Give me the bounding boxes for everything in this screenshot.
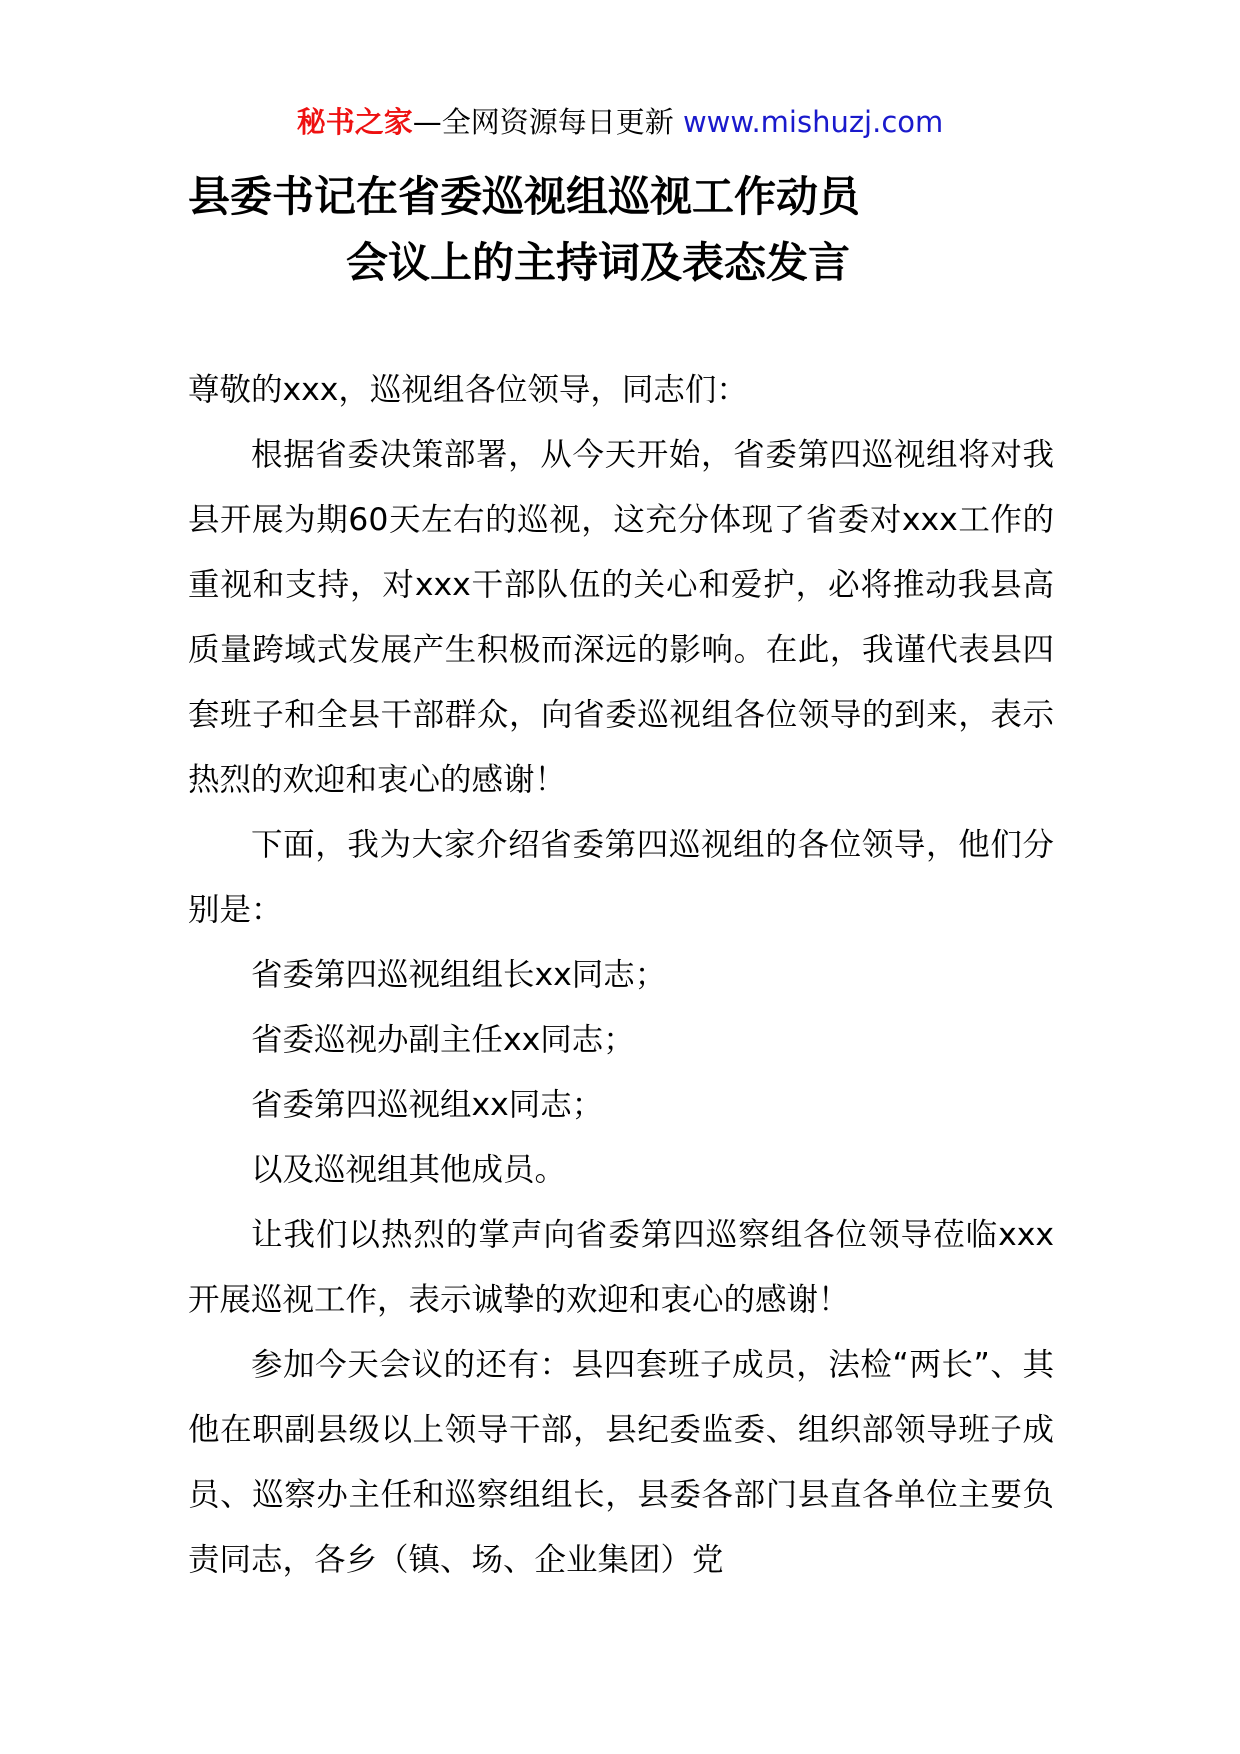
site-tagline: —全网资源每日更新 (412, 105, 683, 139)
list-item: 省委第四巡视组组长xx同志； (251, 957, 667, 993)
list-item: 以及巡视组其他成员。 (251, 1152, 567, 1188)
body-paragraph: 根据省委决策部署，从今天开始，省委第四巡视组将对我县开展为期60天左右的巡视，这充分体现了省委对xxx工作的重视和支持，对xxx干部队伍的关心和爱护，必将推动我县高质量跨域式发展产生积极而深远的影响。在此，我谨代表县四套班子和全县干部群众，向省委巡视组各位领导的到来，表示热烈的欢迎和衷心的感谢！ (188, 437, 1054, 798)
site-url-link[interactable]: www.mishuzj.com (682, 105, 944, 139)
list-item: 省委第四巡视组xx同志； (251, 1087, 604, 1123)
body-paragraph: 让我们以热烈的掌声向省委第四巡察组各位领导莅临xxx开展巡视工作，表示诚挚的欢迎和衷心的感谢！ (188, 1217, 1054, 1318)
body-paragraph: 参加今天会议的还有：县四套班子成员，法检“两长”、其他在职副县级以上领导干部，县纪委监委、组织部领导班子成员、巡察办主任和巡察组组长，县委各部门县直各单位主要负责同志，各乡（镇、场、企业集团）党 (188, 1347, 1054, 1578)
site-header (0, 100, 1240, 144)
body-paragraph: 下面，我为大家介绍省委第四巡视组的各位领导，他们分别是： (188, 827, 1054, 928)
title-line-1: 县委书记在省委巡视组巡视工作动员 (188, 172, 861, 221)
salutation-paragraph: 尊敬的xxx，巡视组各位领导，同志们： (188, 372, 748, 408)
title-line-2: 会议上的主持词及表态发言 (346, 238, 851, 287)
list-item: 省委巡视办副主任xx同志； (251, 1022, 635, 1058)
document-body (188, 358, 1054, 1593)
document-title (188, 164, 1058, 296)
site-brand: 秘书之家 (296, 105, 413, 139)
